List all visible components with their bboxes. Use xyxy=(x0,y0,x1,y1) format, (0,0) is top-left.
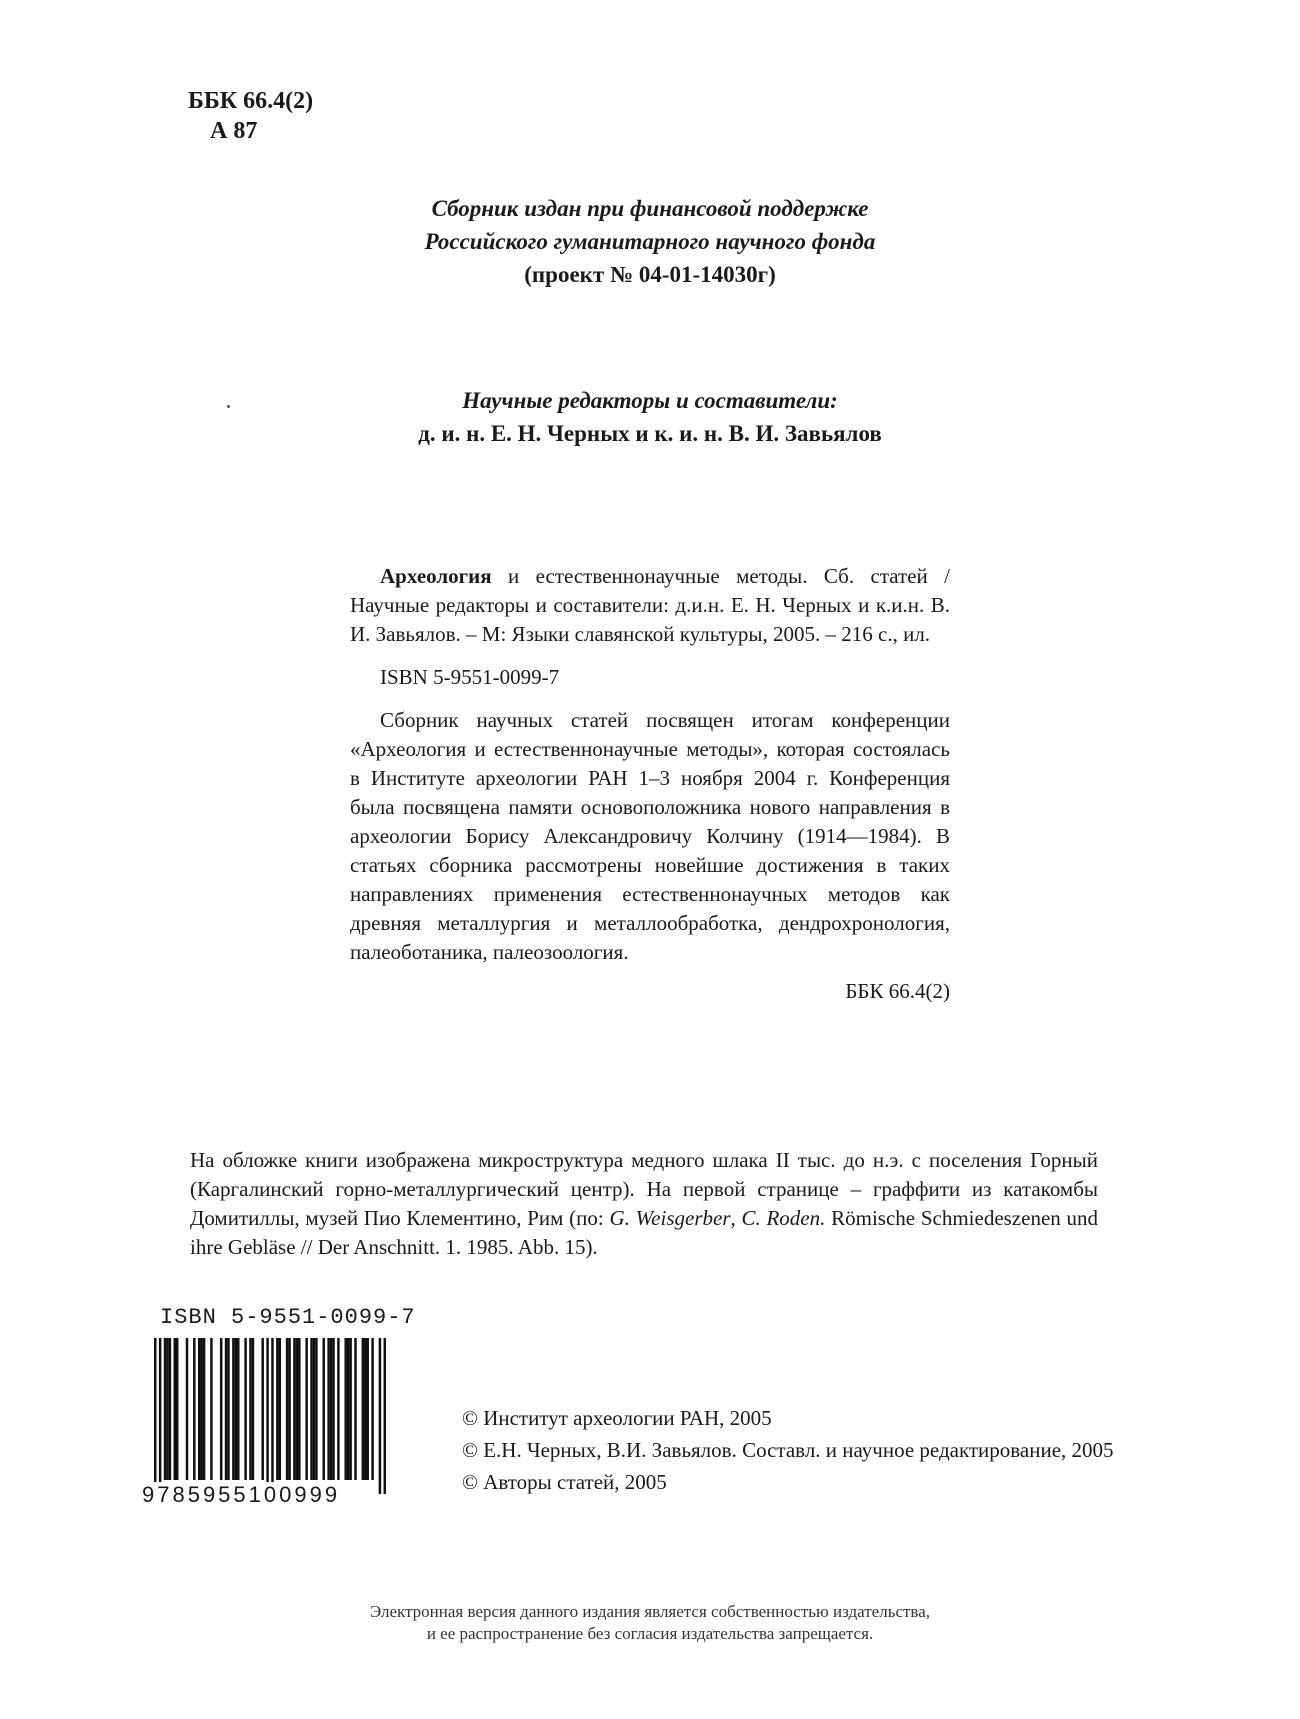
editors-title: Научные редакторы и составители: xyxy=(462,388,838,413)
barcode-bar xyxy=(203,1338,205,1480)
barcode-bar xyxy=(327,1338,329,1480)
barcode-bar xyxy=(249,1338,251,1480)
annotation: Сборник научных статей посвящен итогам конференции «Археология и естественнонаучные методы», которая состоялась в Институте археологии РАН 1–3 ноября 2004 г. Конференция была посвящена памяти основоположника нового направления в археологии Борису Александровичу Колчину (1914—1984). В статьях сборника рассмотрены новейшие достижения в таких направлениях применения естественнонаучных методов как древняя металлургия и металлообработка, дендрохронология, палеоботаника, палеозоология. xyxy=(350,708,950,964)
barcode-bar xyxy=(174,1338,176,1480)
barcode-bar xyxy=(288,1338,290,1480)
barcode-bar xyxy=(198,1338,200,1480)
barcode-bar xyxy=(384,1338,386,1494)
copyright-line-1: © Институт археологии РАН, 2005 xyxy=(462,1406,772,1430)
barcode-bar xyxy=(347,1338,349,1480)
footer-line-1: Электронная версия данного издания является собственностью издательства, xyxy=(369,1602,931,1621)
barcode-bar xyxy=(276,1338,278,1480)
cover-note xyxy=(190,1146,1098,1262)
barcode-bar xyxy=(298,1338,300,1480)
cover-note-text xyxy=(190,1146,1098,1262)
cover-note-author-1: G. Weisgerber xyxy=(609,1206,731,1230)
editors-block xyxy=(300,384,1000,450)
barcode-bar xyxy=(166,1338,168,1480)
copyright-block xyxy=(462,1402,1114,1498)
barcode-bar xyxy=(305,1338,307,1480)
barcode-bar xyxy=(362,1338,364,1480)
barcode-bar xyxy=(227,1338,229,1480)
author-mark: А 87 xyxy=(210,118,258,144)
cover-note-part-2: Römische Schmiedeszenen und ihre Gebläse // Der Anschnitt. 1. 1985. Abb. 15). xyxy=(190,1206,1099,1259)
barcode-bar xyxy=(164,1338,166,1480)
barcode-bar xyxy=(349,1338,351,1480)
barcode-bar xyxy=(366,1338,368,1480)
barcode-isbn-label: ISBN 5-9551-0099-7 xyxy=(160,1305,416,1330)
barcode-bar xyxy=(159,1338,161,1494)
barcode-bar xyxy=(364,1338,366,1480)
barcode-bar xyxy=(235,1338,237,1480)
classification-block xyxy=(188,86,313,146)
barcode-bar xyxy=(286,1338,288,1480)
barcode-bar xyxy=(210,1338,212,1480)
copyright-line-2: © Е.Н. Черных, В.И. Завьялов. Составл. и научное редактирование, 2005 xyxy=(462,1438,1114,1462)
funding-note xyxy=(300,192,1000,291)
barcode-bar xyxy=(266,1338,268,1494)
barcode-bar xyxy=(337,1338,339,1480)
scan-speck xyxy=(227,405,230,408)
barcode-bar xyxy=(371,1338,373,1480)
barcode-digits: 9785955100999 xyxy=(142,1482,341,1507)
barcode-bar xyxy=(252,1338,254,1480)
barcode-bar xyxy=(237,1338,239,1480)
funding-line-2: Российского гуманитарного научного фонда xyxy=(424,229,876,254)
footer-line-2: и ее распространение без согласия издательства запрещается. xyxy=(426,1624,874,1643)
bibliographic-title-word: Археология xyxy=(380,564,492,588)
barcode-bar xyxy=(271,1338,273,1494)
barcode-bar xyxy=(293,1338,295,1480)
barcode-bar xyxy=(186,1338,188,1480)
barcode-bar xyxy=(200,1338,202,1480)
barcode-bar xyxy=(261,1338,263,1480)
barcode-bar xyxy=(313,1338,315,1480)
barcode-bar xyxy=(279,1338,281,1480)
bibliographic-entry xyxy=(350,562,950,649)
barcode-bar xyxy=(310,1338,312,1480)
bibliographic-text: и естественнонаучные методы. Сб. статей / Научные редакторы и составители: д.и.н. Е. Н. Черных и к.и.н. В. И. Завьялов. – М: Языки славянской культуры, 2005. – 216 с., ил. xyxy=(350,564,950,646)
barcode-bar xyxy=(379,1338,381,1494)
barcode-bar xyxy=(176,1338,178,1480)
barcode-bar xyxy=(232,1338,234,1480)
bbk-code: ББК 66.4(2) xyxy=(188,88,314,114)
funding-line-1: Сборник издан при финансовой поддержке xyxy=(431,196,869,221)
barcode-bar xyxy=(169,1338,171,1480)
funding-project: (проект № 04-01-14030г) xyxy=(524,262,776,287)
barcode-bar xyxy=(315,1338,317,1480)
barcode-bar xyxy=(154,1338,156,1494)
barcode-bar xyxy=(323,1338,325,1480)
catalog-card xyxy=(350,562,950,1006)
barcode-bar xyxy=(193,1338,195,1480)
barcode-bar xyxy=(330,1338,332,1480)
footer-notice xyxy=(250,1601,1050,1645)
isbn-barcode xyxy=(154,1338,386,1494)
barcode-bar xyxy=(244,1338,246,1480)
barcode-bar xyxy=(225,1338,227,1480)
catalog-bbk: ББК 66.4(2) xyxy=(845,979,950,1003)
barcode-bar xyxy=(220,1338,222,1480)
cover-note-separator: , xyxy=(730,1206,742,1230)
barcode-bar xyxy=(354,1338,356,1480)
barcode-bar xyxy=(296,1338,298,1480)
cover-note-part-1: На обложке книги изображена микроструктура медного шлака II тыс. до н.э. с поселения Горный (Каргалинский горно-металлургический центр). На первой странице – граффити из катакомбы Домитиллы, музей Пио Клементино, Рим (по: xyxy=(190,1148,1098,1230)
editors-names: д. и. н. Е. Н. Черных и к. и. н. В. И. Завьялов xyxy=(418,421,882,446)
barcode-bar xyxy=(332,1338,334,1480)
copyright-line-3: © Авторы статей, 2005 xyxy=(462,1470,667,1494)
cover-note-author-2: C. Roden. xyxy=(741,1206,826,1230)
catalog-isbn: ISBN 5-9551-0099-7 xyxy=(380,665,560,689)
barcode-bar xyxy=(344,1338,346,1480)
